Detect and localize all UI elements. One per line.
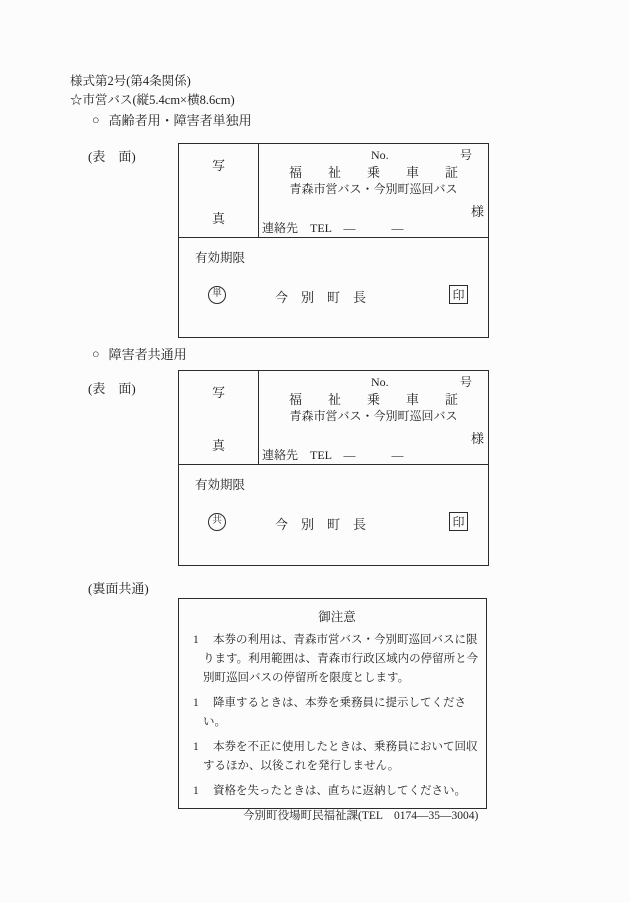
card-front-single-top: [179, 144, 488, 238]
honorific: 様: [470, 431, 484, 446]
photo-char-top: 写: [211, 158, 225, 173]
circle-marker-icon: ○: [92, 112, 100, 127]
photo-cell: [179, 144, 259, 237]
section-single-heading: [92, 110, 252, 129]
notice-item-text: 本券の利用は、青森市営バス・今別町巡回バスに限ります。利用範囲は、青森市行政区域内の停留所と今別町巡回バスの停留所を限度とします。: [203, 634, 479, 684]
card-head-cell: [259, 371, 488, 464]
mayor-title: 今 別 町 長: [275, 517, 367, 532]
notice-item-number: 1: [193, 634, 199, 646]
single-use-mark: 単: [208, 286, 226, 304]
front-side-label-2: (表 面): [88, 381, 136, 396]
form-number-label: 様式第2号(第4条関係): [70, 74, 191, 88]
card-title: 福 祉 乗 車 証: [288, 165, 458, 180]
card-title: 福 祉 乗 車 証: [288, 392, 458, 407]
card-number-line: [259, 374, 488, 391]
section-common-heading: [92, 344, 187, 363]
notice-item-number: 1: [193, 741, 199, 753]
card-operator: 青森市営バス・今別町巡回バス: [289, 182, 458, 196]
card-head-cell: [259, 144, 488, 237]
seal-placeholder: 印: [449, 512, 468, 531]
notice-item-text: 資格を失ったときは、直ちに返納してください。: [213, 785, 466, 797]
issuer-contact: 今別町役場町民福祉課(TEL 0174―35―3004): [243, 810, 479, 822]
contact-line: 連絡先 TEL ― ―: [262, 221, 404, 235]
photo-char-top: 写: [211, 385, 225, 400]
number-label: No.: [371, 148, 389, 162]
validity-label: 有効期限: [195, 251, 246, 265]
contact-line: 連絡先 TEL ― ―: [262, 448, 404, 462]
photo-cell: [179, 371, 259, 464]
honorific: 様: [470, 204, 484, 219]
notice-item-number: 1: [193, 785, 199, 797]
validity-label: 有効期限: [195, 478, 246, 492]
section-single-title: 高齢者用・障害者単独用: [108, 113, 252, 128]
card-number-line: [259, 147, 488, 164]
card-front-common-bottom: [179, 465, 488, 565]
notice-item: [193, 738, 481, 776]
notice-item-number: 1: [193, 697, 199, 709]
circle-marker-icon: ○: [92, 346, 100, 361]
notice-item: [193, 694, 481, 732]
seal-placeholder: 印: [449, 285, 468, 304]
number-suffix: 号: [459, 375, 472, 389]
card-back-common: [178, 598, 487, 822]
section-common-title: 障害者共通用: [108, 347, 187, 362]
notice-item-text: 降車するときは、本券を乗務員に提示してください。: [203, 697, 466, 728]
front-side-label-1: (表 面): [88, 149, 136, 164]
notice-item: [193, 631, 481, 688]
card-operator: 青森市営バス・今別町巡回バス: [289, 409, 458, 423]
bus-size-spec: ☆市営バス(縦5.4cm×横8.6cm): [70, 93, 235, 107]
card-front-common: [178, 370, 489, 566]
notice-item-text: 本券を不正に使用したときは、乗務員において回収するほか、以後これを発行しません。: [203, 741, 478, 772]
card-front-common-top: [179, 371, 488, 465]
notice-title: 御注意: [318, 610, 356, 624]
number-label: No.: [371, 375, 389, 389]
notice-item: [193, 782, 481, 801]
card-front-single: [178, 143, 489, 338]
photo-char-bottom: 真: [211, 211, 225, 226]
back-side-label: (裏面共通): [88, 581, 149, 596]
common-use-mark: 共: [208, 513, 226, 531]
number-suffix: 号: [459, 148, 472, 162]
mayor-title: 今 別 町 長: [275, 290, 367, 305]
photo-char-bottom: 真: [211, 438, 225, 453]
card-front-single-bottom: [179, 238, 488, 337]
